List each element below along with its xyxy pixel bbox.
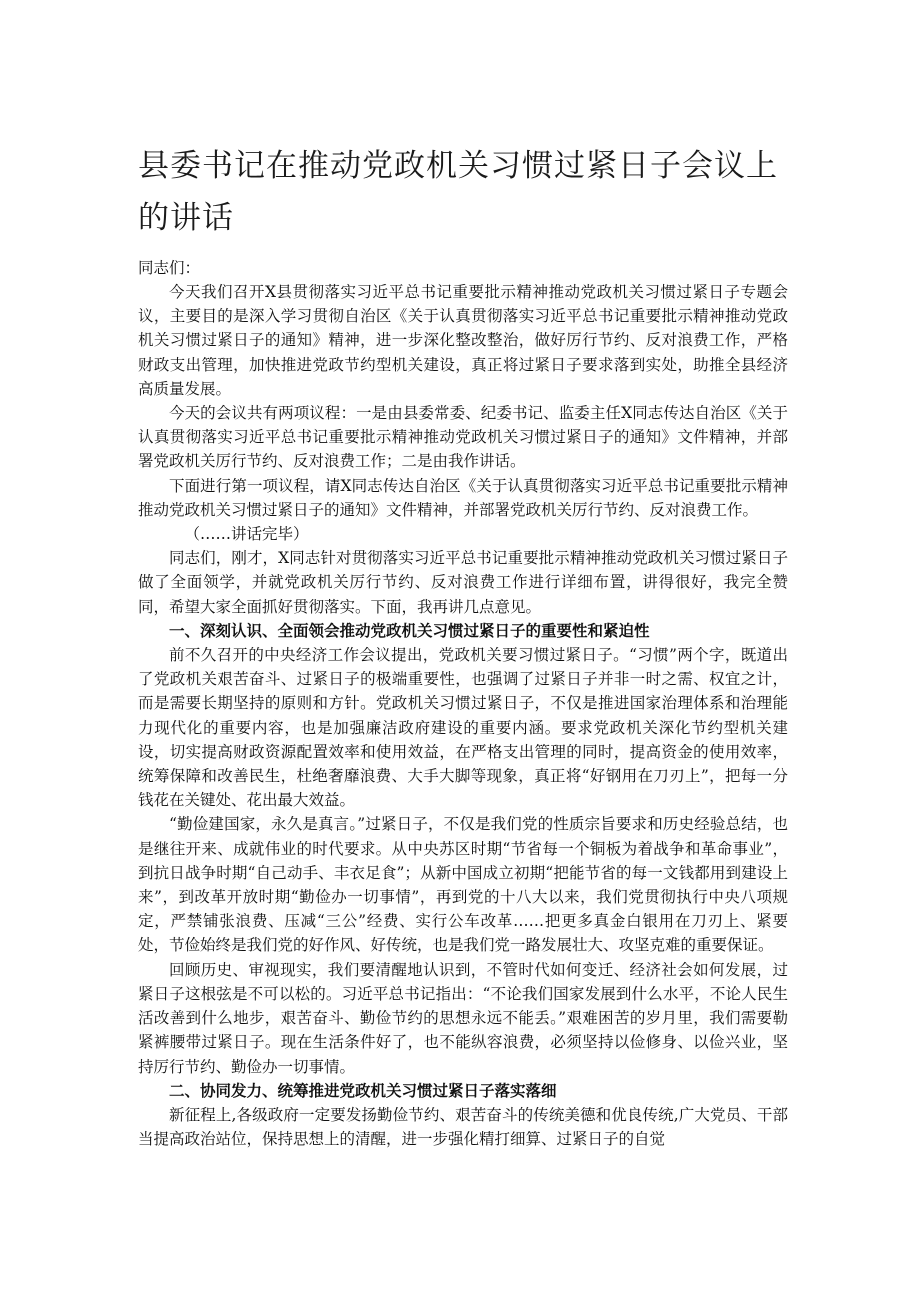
body-paragraph: 新征程上,各级政府一定要发扬勤俭节约、艰苦奋斗的传统美德和优良传统,广大党员、干部当提高政治站位，保持思想上的清醒，进一步强化精打细算、过紧日子的自觉 [138,1105,788,1149]
salutation: 同志们： [138,259,201,277]
body-paragraph: 同志们，刚才，X同志针对贯彻落实习近平总书记重要批示精神推动党政机关习惯过紧日子做了全面领学，并就党政机关厉行节约、反对浪费工作进行详细布置，讲得很好，我完全赞同，希望大家全面抓好贯彻落实。下面，我再讲几点意见。 [138,549,788,616]
body-paragraph: 下面进行第一项议程，请X同志传达自治区《关于认真贯彻落实习近平总书记重要批示精神推动党政机关习惯过紧日子的通知》文件精神，并部署党政机关厉行节约、反对浪费工作。 [138,476,788,519]
document-title: 县委书记在推动党政机关习惯过紧日子会议上的讲话 [138,148,778,236]
document-page [138,140,788,1151]
body-paragraph: 回顾历史、审视现实，我们要清醒地认识到，不管时代如何变迁、经济社会如何发展，过紧日子这根弦是不可以松的。习近平总书记指出：“不论我们国家发展到什么水平，不论人民生活改善到什么地步，艰苦奋斗、勤俭节约的思想永远不能丢。”艰难困苦的岁月里，我们需要勒紧裤腰带过紧日子。现在生活条件好了，也不能纵容浪费，必须坚持以俭修身、以俭兴业，坚持厉行节约、勤俭办一切事情。 [138,960,788,1076]
body-paragraph: “勤俭建国家，永久是真言。”过紧日子，不仅是我们党的性质宗旨要求和历史经验总结，也是继往开来、成就伟业的时代要求。从中央苏区时期“节省每一个铜板为着战争和革命事业”，到抗日战争时期“自己动手、丰衣足食”；从新中国成立初期“把能节省的每一文钱都用到建设上来”，到改革开放时期“勤俭办一切事情”，再到党的十八大以来，我们党贯彻执行中央八项规定，严禁铺张浪费、压减“三公”经费、实行公车改革……把更多真金白银用在刀刃上、紧要处，节俭始终是我们党的好作风、好传统，也是我们党一路发展壮大、攻坚克难的重要保证。 [138,815,788,955]
section-heading: 一、深刻认识、全面领会推动党政机关习惯过紧日子的重要性和紧迫性 [169,620,650,640]
section-heading: 二、协同发力、统筹推进党政机关习惯过紧日子落实落细 [169,1080,557,1100]
body-paragraph: 前不久召开的中央经济工作会议提出，党政机关要习惯过紧日子。“习惯”两个字，既道出了党政机关艰苦奋斗、过紧日子的极端重要性，也强调了过紧日子并非一时之需、权宜之计，而是需要长期坚持的原则和方针。党政机关习惯过紧日子，不仅是推进国家治理体系和治理能力现代化的重要内容，也是加强廉洁政府建设的重要内涵。要求党政机关深化节约型机关建设，切实提高财政资源配置效率和使用效益，在严格支出管理的同时，提高资金的使用效率，统筹保障和改善民生，杜绝奢靡浪费、大手大脚等现象，真正将“好钢用在刀刃上”，把每一分钱花在关键处、花出最大效益。 [138,646,788,810]
body-paragraph: 今天的会议共有两项议程：一是由县委常委、纪委书记、监委主任X同志传达自治区《关于认真贯彻落实习近平总书记重要批示精神推动党政机关习惯过紧日子的通知》文件精神，并部署党政机关厉行节约、反对浪费工作；二是由我作讲话。 [138,404,788,471]
document-body [138,280,788,1151]
speech-note: （……讲话完毕） [184,525,309,544]
body-paragraph: 今天我们召开X县贯彻落实习近平总书记重要批示精神推动党政机关习惯过紧日子专题会议，主要目的是深入学习贯彻自治区《关于认真贯彻落实习近平总书记重要批示精神推动党政机关习惯过紧日子的通知》精神，进一步深化整改整治，做好厉行节约、反对浪费工作，严格财政支出管理，加快推进党政节约型机关建设，真正将过紧日子要求落到实处，助推全县经济高质量发展。 [138,283,788,398]
